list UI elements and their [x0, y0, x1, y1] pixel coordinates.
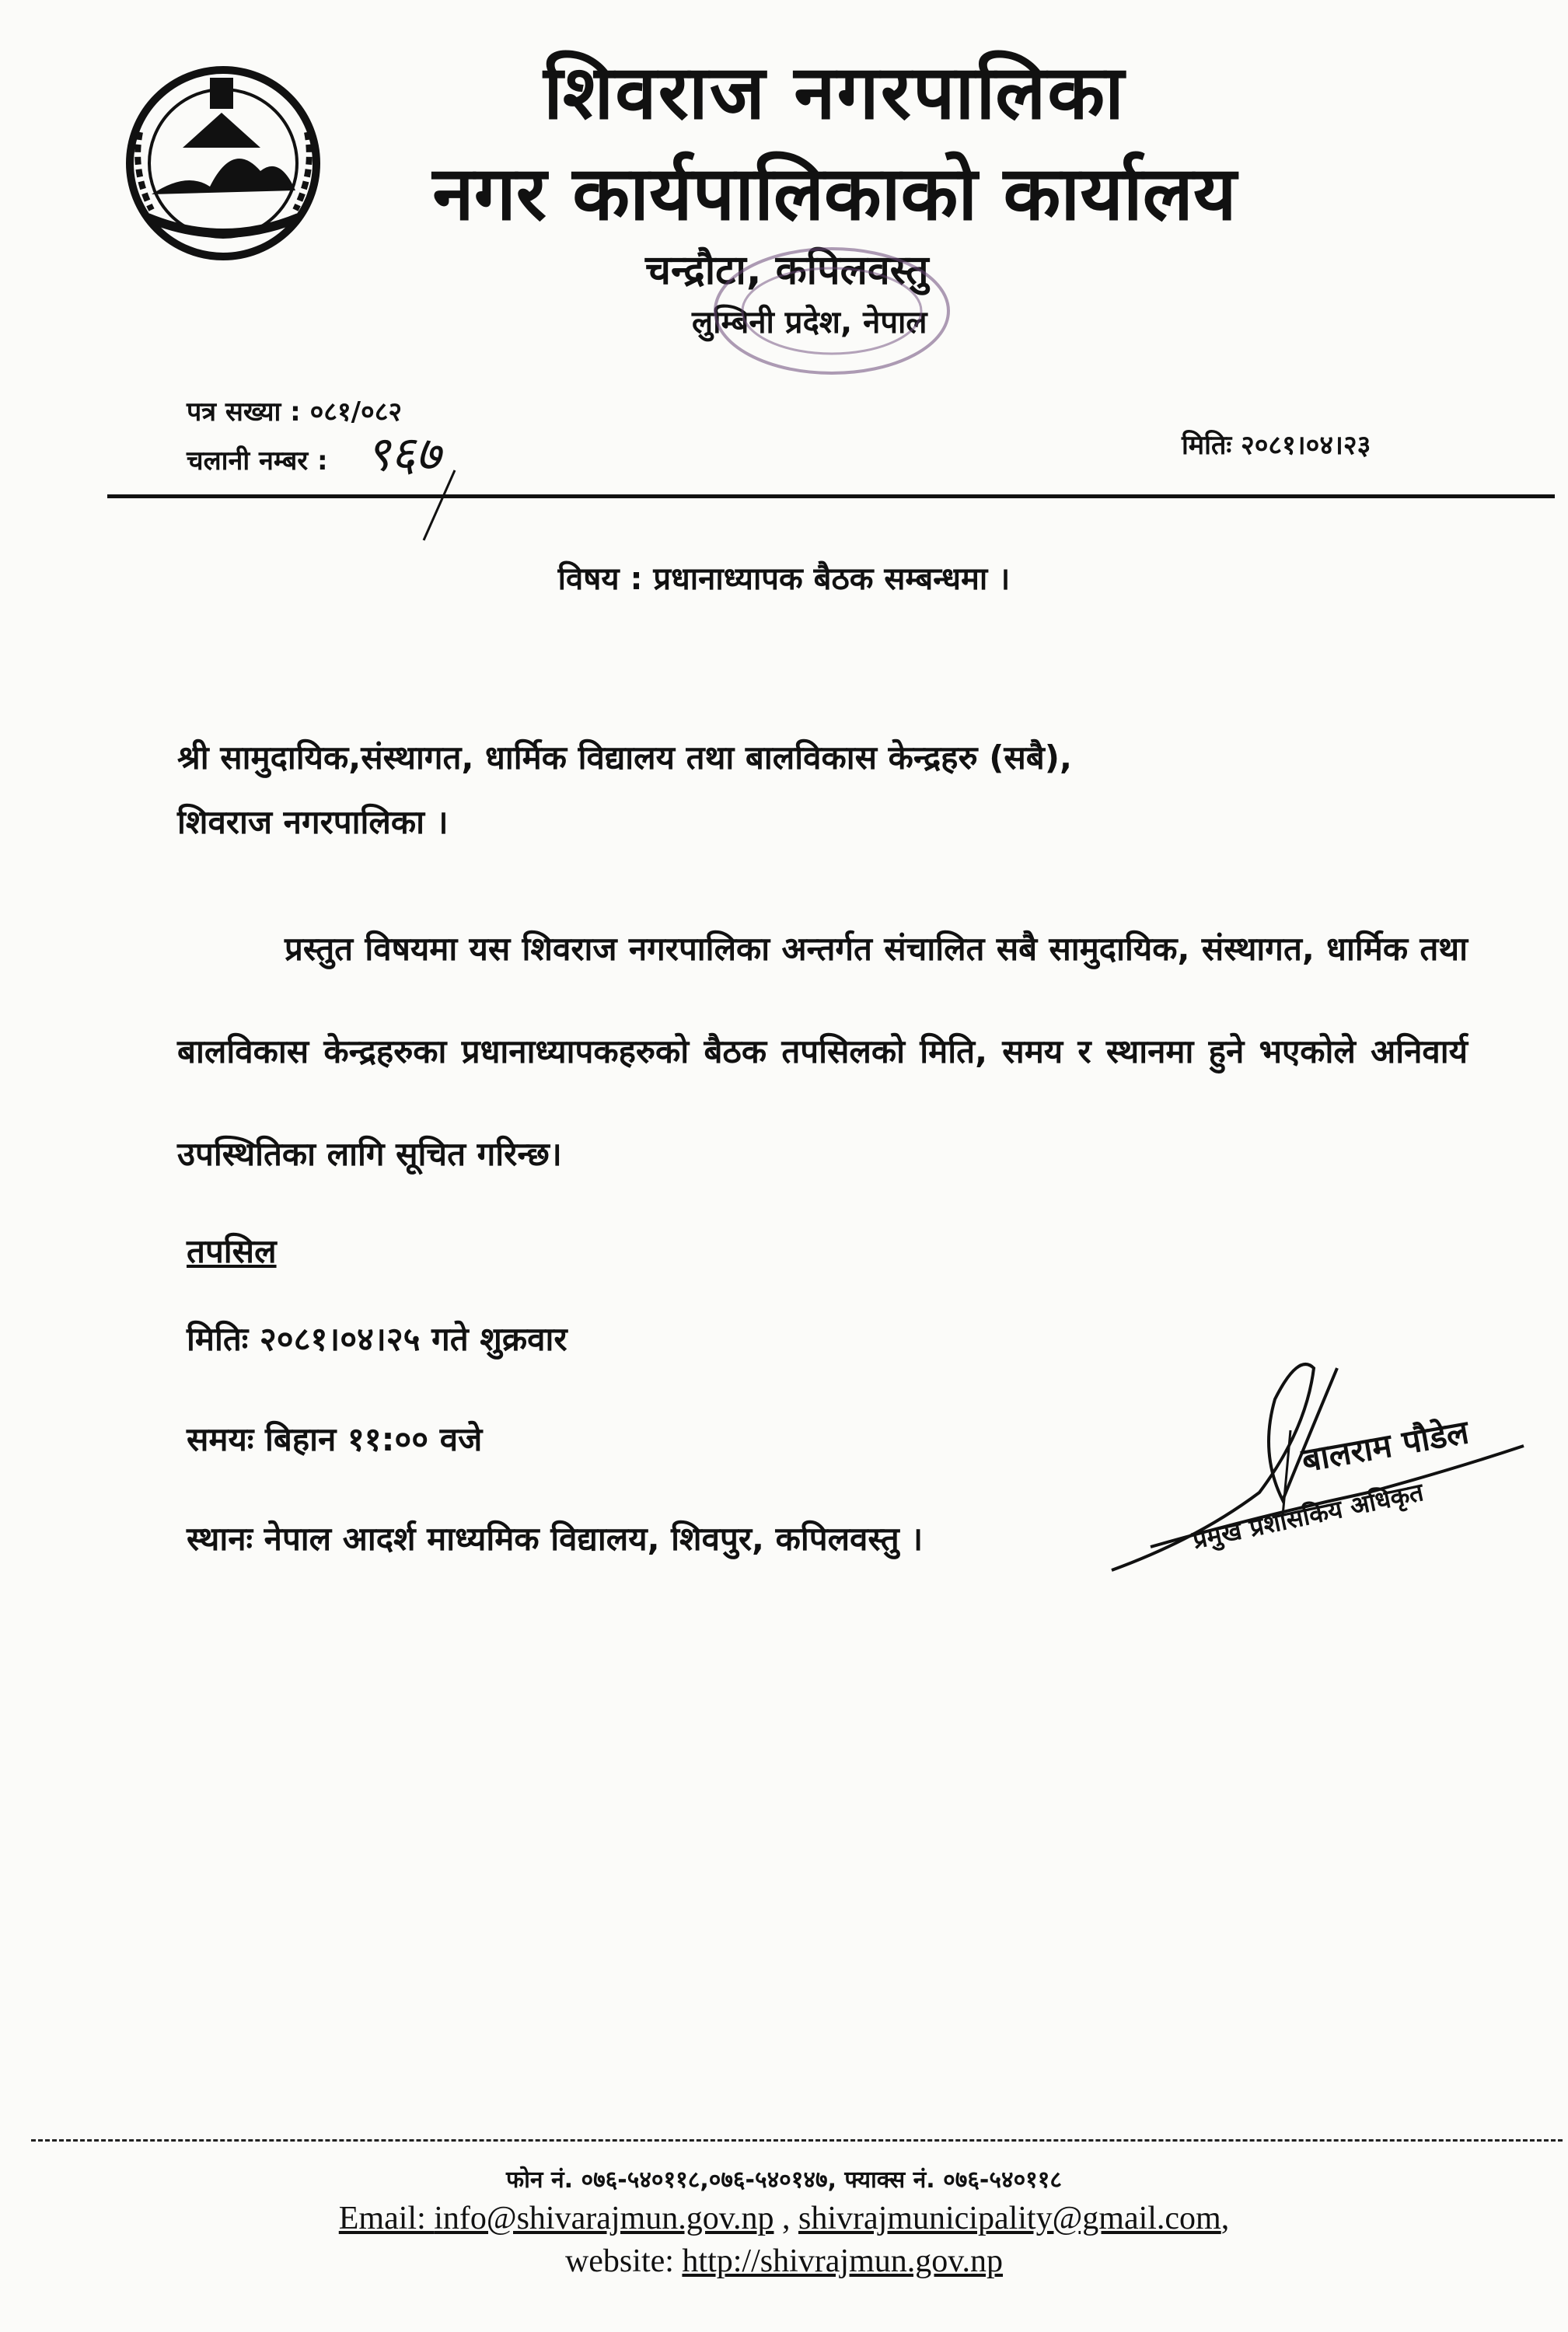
email-label: Email: [338, 2201, 435, 2236]
footer-divider [31, 2139, 1563, 2142]
address-line1: चन्द्रौटा, कपिलवस्तु [645, 247, 929, 294]
email-link-info[interactable]: info@shivarajmun.gov.np [434, 2201, 774, 2236]
dispatch-number-handwritten: ९६७ [365, 425, 441, 482]
dispatch-number-label: चलानी नम्बर : [187, 445, 328, 477]
footer-website [0, 2243, 1568, 2280]
footer-phone: फोन नं. ०७६-५४०११८,०७६-५४०१४७, फ्याक्स नं. ०७६-५४०११८ [506, 2166, 1062, 2194]
letter-number-label: पत्र सख्या : [187, 396, 310, 428]
dispatch-number [187, 442, 328, 477]
email-link-gmail[interactable]: shivrajmunicipality@gmail.com [798, 2201, 1221, 2236]
schedule-time: समयः बिहान ११:०० वजे [187, 1420, 483, 1458]
schedule-date: मितिः २०८१।०४।२५ गते शुक्रवार [187, 1320, 567, 1358]
office-stamp-icon [700, 233, 964, 389]
address-line2: लुम्बिनी प्रदेश, नेपाल [692, 305, 927, 340]
addressee-line2: शिवराज नगरपालिका । [177, 803, 449, 841]
header-divider [107, 494, 1555, 498]
letter-date [1182, 426, 1371, 462]
schedule-heading: तपसिल [187, 1232, 277, 1270]
website-label: website: [564, 2243, 683, 2279]
letter-date-value: २०८१।०४।२३ [1241, 430, 1371, 461]
email-end: , [1221, 2201, 1230, 2236]
signatory-designation: प्रमुख प्रशासकिय अधिकृत [1189, 1477, 1427, 1555]
office-title-line1: शिवराज नगरपालिका [543, 49, 1126, 136]
website-link[interactable]: http://shivrajmun.gov.np [682, 2243, 1004, 2279]
addressee-line1: श्री सामुदायिक,संस्थागत, धार्मिक विद्यालय तथा बालविकास केन्द्रहरु (सबै), [177, 738, 1072, 777]
letter-subject: विषय : प्रधानाध्यापक बैठक सम्बन्धमा । [557, 561, 1011, 597]
email-separator: , [774, 2201, 798, 2236]
schedule-place: स्थानः नेपाल आदर्श माध्यमिक विद्यालय, शिवपुर, कपिलवस्तु । [187, 1520, 924, 1558]
office-title-line2: नगर कार्यपालिकाको कार्यालय [432, 150, 1237, 237]
letter-date-label: मितिः [1182, 430, 1241, 461]
signatory-name: बालराम पौडेल [1298, 1412, 1472, 1480]
letter-number-value: ०८१/०८२ [309, 396, 403, 428]
letter-body [177, 898, 1468, 1206]
letter-body-text: प्रस्तुत विषयमा यस शिवराज नगरपालिका अन्तर्गत संचालित सबै सामुदायिक, संस्थागत, धार्मिक तथा बालविकास केन्द्रहरुका प्रधानाध्यापकहरुको बैठक तपसिलको मिति, समय र स्थानमा हुने भएकोले अनिवार्य उपस्थितिका लागि सूचित गरिन्छ। [177, 930, 1468, 1173]
handwritten-stroke-icon [416, 466, 463, 544]
footer-email [0, 2200, 1568, 2237]
